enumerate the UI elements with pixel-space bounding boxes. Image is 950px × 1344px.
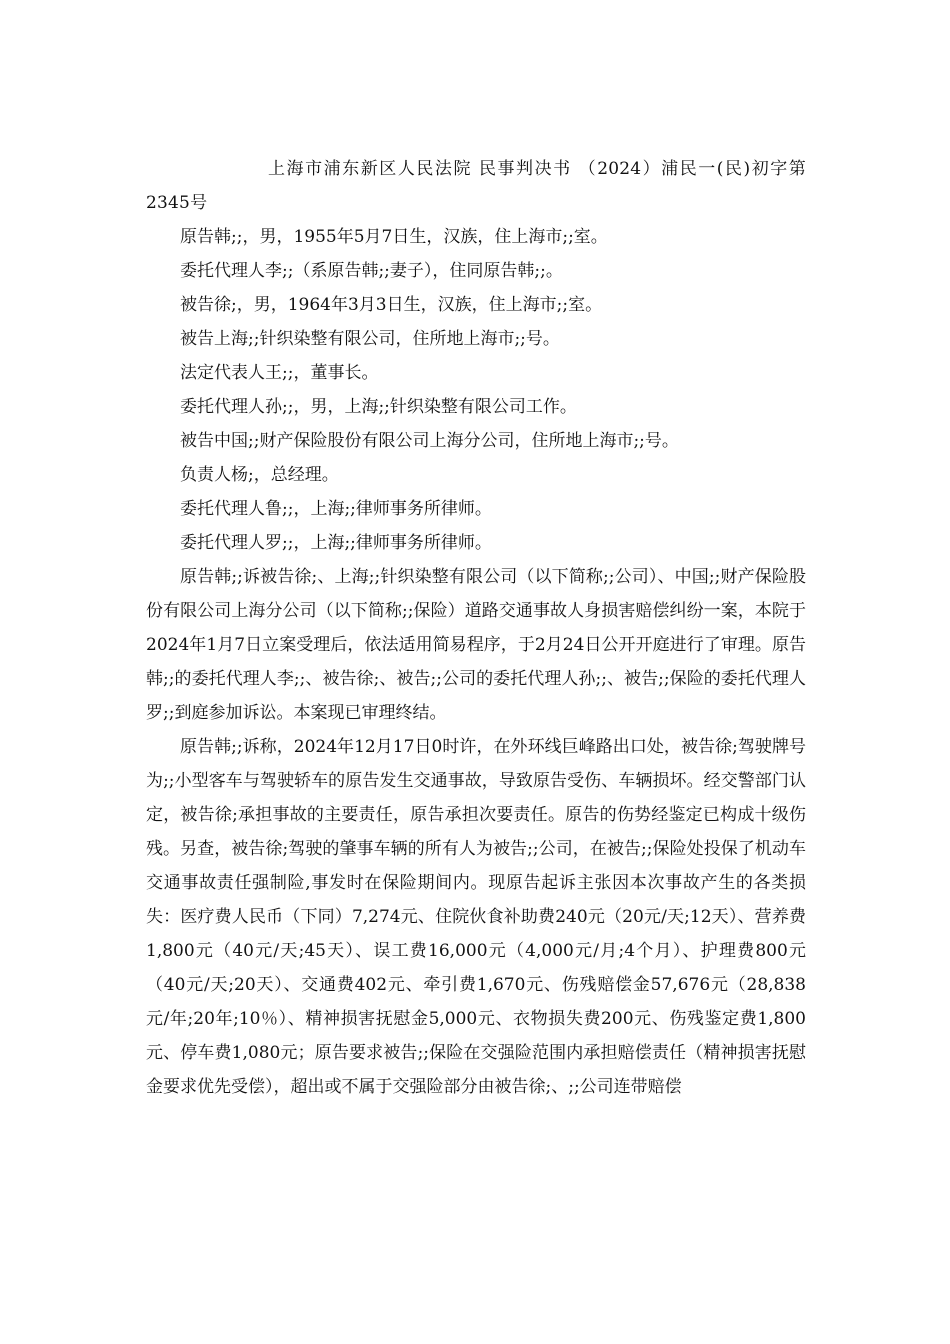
legal-representative: 法定代表人王;;，董事长。	[180, 363, 379, 383]
company-agent: 委托代理人孙;;，男，上海;;针织染整有限公司工作。	[180, 397, 577, 417]
party-defendant-insurer: 被告中国;;财产保险股份有限公司上海分公司，住所地上海市;;号。	[180, 431, 679, 451]
party-defendant-company: 被告上海;;针织染整有限公司，住所地上海市;;号。	[180, 329, 560, 349]
insurer-responsible-person: 负责人杨;，总经理。	[180, 465, 339, 485]
party-plaintiff-agent: 委托代理人李;;（系原告韩;;妻子），住同原告韩;;。	[180, 261, 563, 281]
document-body	[146, 152, 806, 1104]
party-plaintiff: 原告韩;;，男，1955年5月7日生，汉族，住上海市;;室。	[180, 227, 608, 247]
plaintiff-claims-paragraph: 原告韩;;诉称，2024年12月17日0时许，在外环线巨峰路出口处，被告徐;驾驶牌号为;;小型客车与驾驶轿车的原告发生交通事故，导致原告受伤、车辆损坏。经交警部门认定，被告徐;承担事故的主要责任，原告承担次要责任。原告的伤势经鉴定已构成十级伤残。另查，被告徐;驾驶的肇事车辆的所有人为被告;;公司，在被告;;保险处投保了机动车交通事故责任强制险,事发时在保险期间内。现原告起诉主张因本次事故产生的各类损失：医疗费人民币（下同）7,274元、住院伙食补助费240元（20元/天;12天）、营养费1,800元（40元/天;45天）、误工费16,000元（4,000元/月;4个月）、护理费800元（40元/天;20天）、交通费402元、牵引费1,670元、伤残赔偿金57,676元（28,838元/年;20年;10％）、精神损害抚慰金5,000元、衣物损失费200元、伤残鉴定费1,800元、停车费1,080元；原告要求被告;;保险在交强险范围内承担赔偿责任（精神损害抚慰金要求优先受偿），超出或不属于交强险部分由被告徐;、;;公司连带赔偿	[146, 737, 806, 1097]
insurer-agent-lu: 委托代理人鲁;;，上海;;律师事务所律师。	[180, 499, 492, 519]
document-title: 上海市浦东新区人民法院 民事判决书 （2024）浦民一(民)初字第2345号	[146, 159, 806, 213]
party-defendant-xu: 被告徐;，男，1964年3月3日生，汉族，住上海市;;室。	[180, 295, 603, 315]
case-procedure-paragraph: 原告韩;;诉被告徐;、上海;;针织染整有限公司（以下简称;;公司）、中国;;财产保险股份有限公司上海分公司（以下简称;;保险）道路交通事故人身损害赔偿纠纷一案，本院于2024年1月7日立案受理后，依法适用简易程序，于2月24日公开开庭进行了审理。原告韩;;的委托代理人李;;、被告徐;、被告;;公司的委托代理人孙;;、被告;;保险的委托代理人罗;;到庭参加诉讼。本案现已审理终结。	[146, 567, 806, 723]
insurer-agent-luo: 委托代理人罗;;，上海;;律师事务所律师。	[180, 533, 492, 553]
